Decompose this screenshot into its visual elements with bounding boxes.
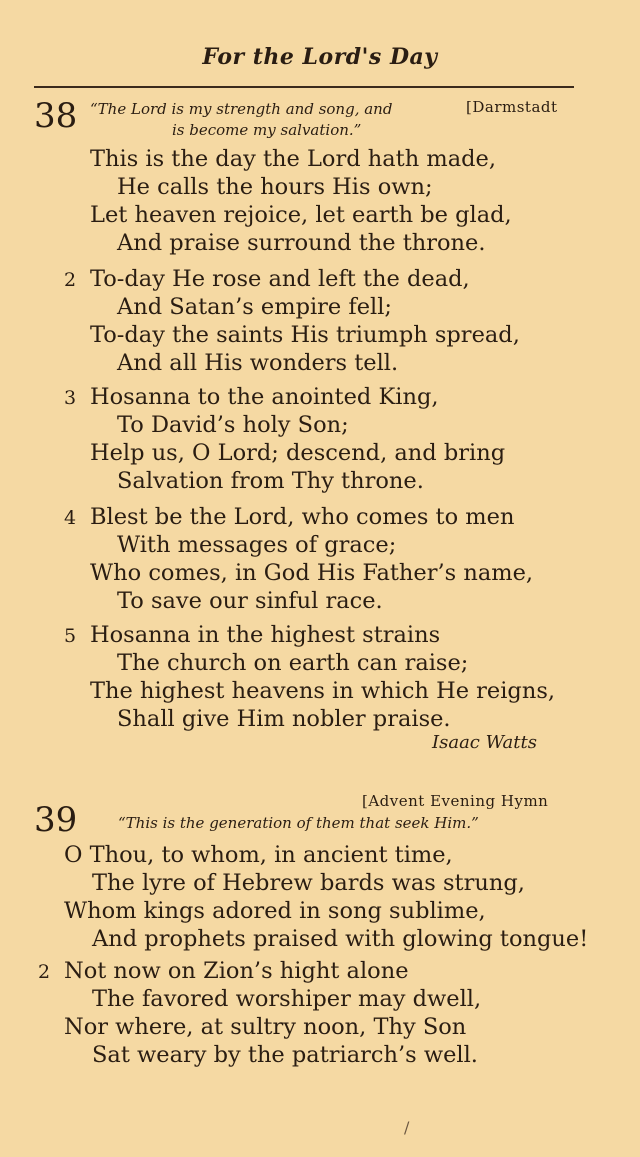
hymn-line: And praise surround the throne. (117, 230, 486, 256)
stanza-number: 2 (38, 961, 51, 983)
stanza-number: 2 (64, 269, 77, 291)
stanza-number: 4 (64, 507, 77, 529)
hymn-line: And prophets praised with glowing tongue! (92, 926, 589, 952)
hymn-line: O Thou, to whom, in ancient time, (64, 842, 453, 868)
hymn-line: Hosanna in the highest strains (90, 622, 441, 648)
author-credit: Isaac Watts (432, 732, 537, 753)
running-head: For the Lord's Day (202, 44, 438, 70)
hymn-line: Not now on Zion’s hight alone (64, 958, 409, 984)
hymn-line: To-day He rose and left the dead, (90, 266, 470, 292)
hymn-line: This is the day the Lord hath made, (90, 146, 496, 172)
hymn-line: Salvation from Thy throne. (117, 468, 424, 494)
tune-name: [Advent Evening Hymn (362, 792, 549, 810)
hymn-line: And Satan’s empire fell; (117, 294, 393, 320)
hymn-line: To David’s holy Son; (117, 412, 349, 438)
hymn-line: He calls the hours His own; (117, 174, 433, 200)
hymn-line: The favored worshiper may dwell, (92, 986, 482, 1012)
header-rule (34, 86, 574, 88)
stanza-number: 5 (64, 625, 77, 647)
hymn-line: Help us, O Lord; descend, and bring (90, 440, 506, 466)
hymn-line: And all His wonders tell. (117, 350, 399, 376)
hymn-line: To save our sinful race. (117, 588, 383, 614)
hymn-epigraph: “This is the generation of them that seek Him.” (118, 814, 479, 832)
stanza-number: 3 (64, 387, 77, 409)
hymn-number: 39 (34, 800, 78, 840)
hymn-line: With messages of grace; (117, 532, 397, 558)
hymn-line: Sat weary by the patriarch’s well. (92, 1042, 478, 1068)
hymn-epigraph-cont: is become my salvation.” (172, 121, 362, 139)
hymn-line: Nor where, at sultry noon, Thy Son (64, 1014, 467, 1040)
hymn-line: Whom kings adored in song sublime, (64, 898, 486, 924)
hymn-line: To-day the saints His triumph spread, (90, 322, 520, 348)
hymn-line: Shall give Him nobler praise. (117, 706, 451, 732)
hymn-epigraph: “The Lord is my strength and song, and (90, 100, 393, 118)
hymn-line: The church on earth can raise; (117, 650, 469, 676)
hymn-line: Who comes, in God His Father’s name, (90, 560, 534, 586)
hymn-line: Hosanna to the anointed King, (90, 384, 439, 410)
hymn-line: The highest heavens in which He reigns, (90, 678, 556, 704)
hymn-number: 38 (34, 96, 78, 136)
hymn-line: Blest be the Lord, who comes to men (90, 504, 515, 530)
hymn-line: The lyre of Hebrew bards was strung, (92, 870, 525, 896)
hymn-line: Let heaven rejoice, let earth be glad, (90, 202, 512, 228)
page-mark: / (404, 1118, 410, 1137)
tune-name: [Darmstadt (466, 98, 558, 116)
